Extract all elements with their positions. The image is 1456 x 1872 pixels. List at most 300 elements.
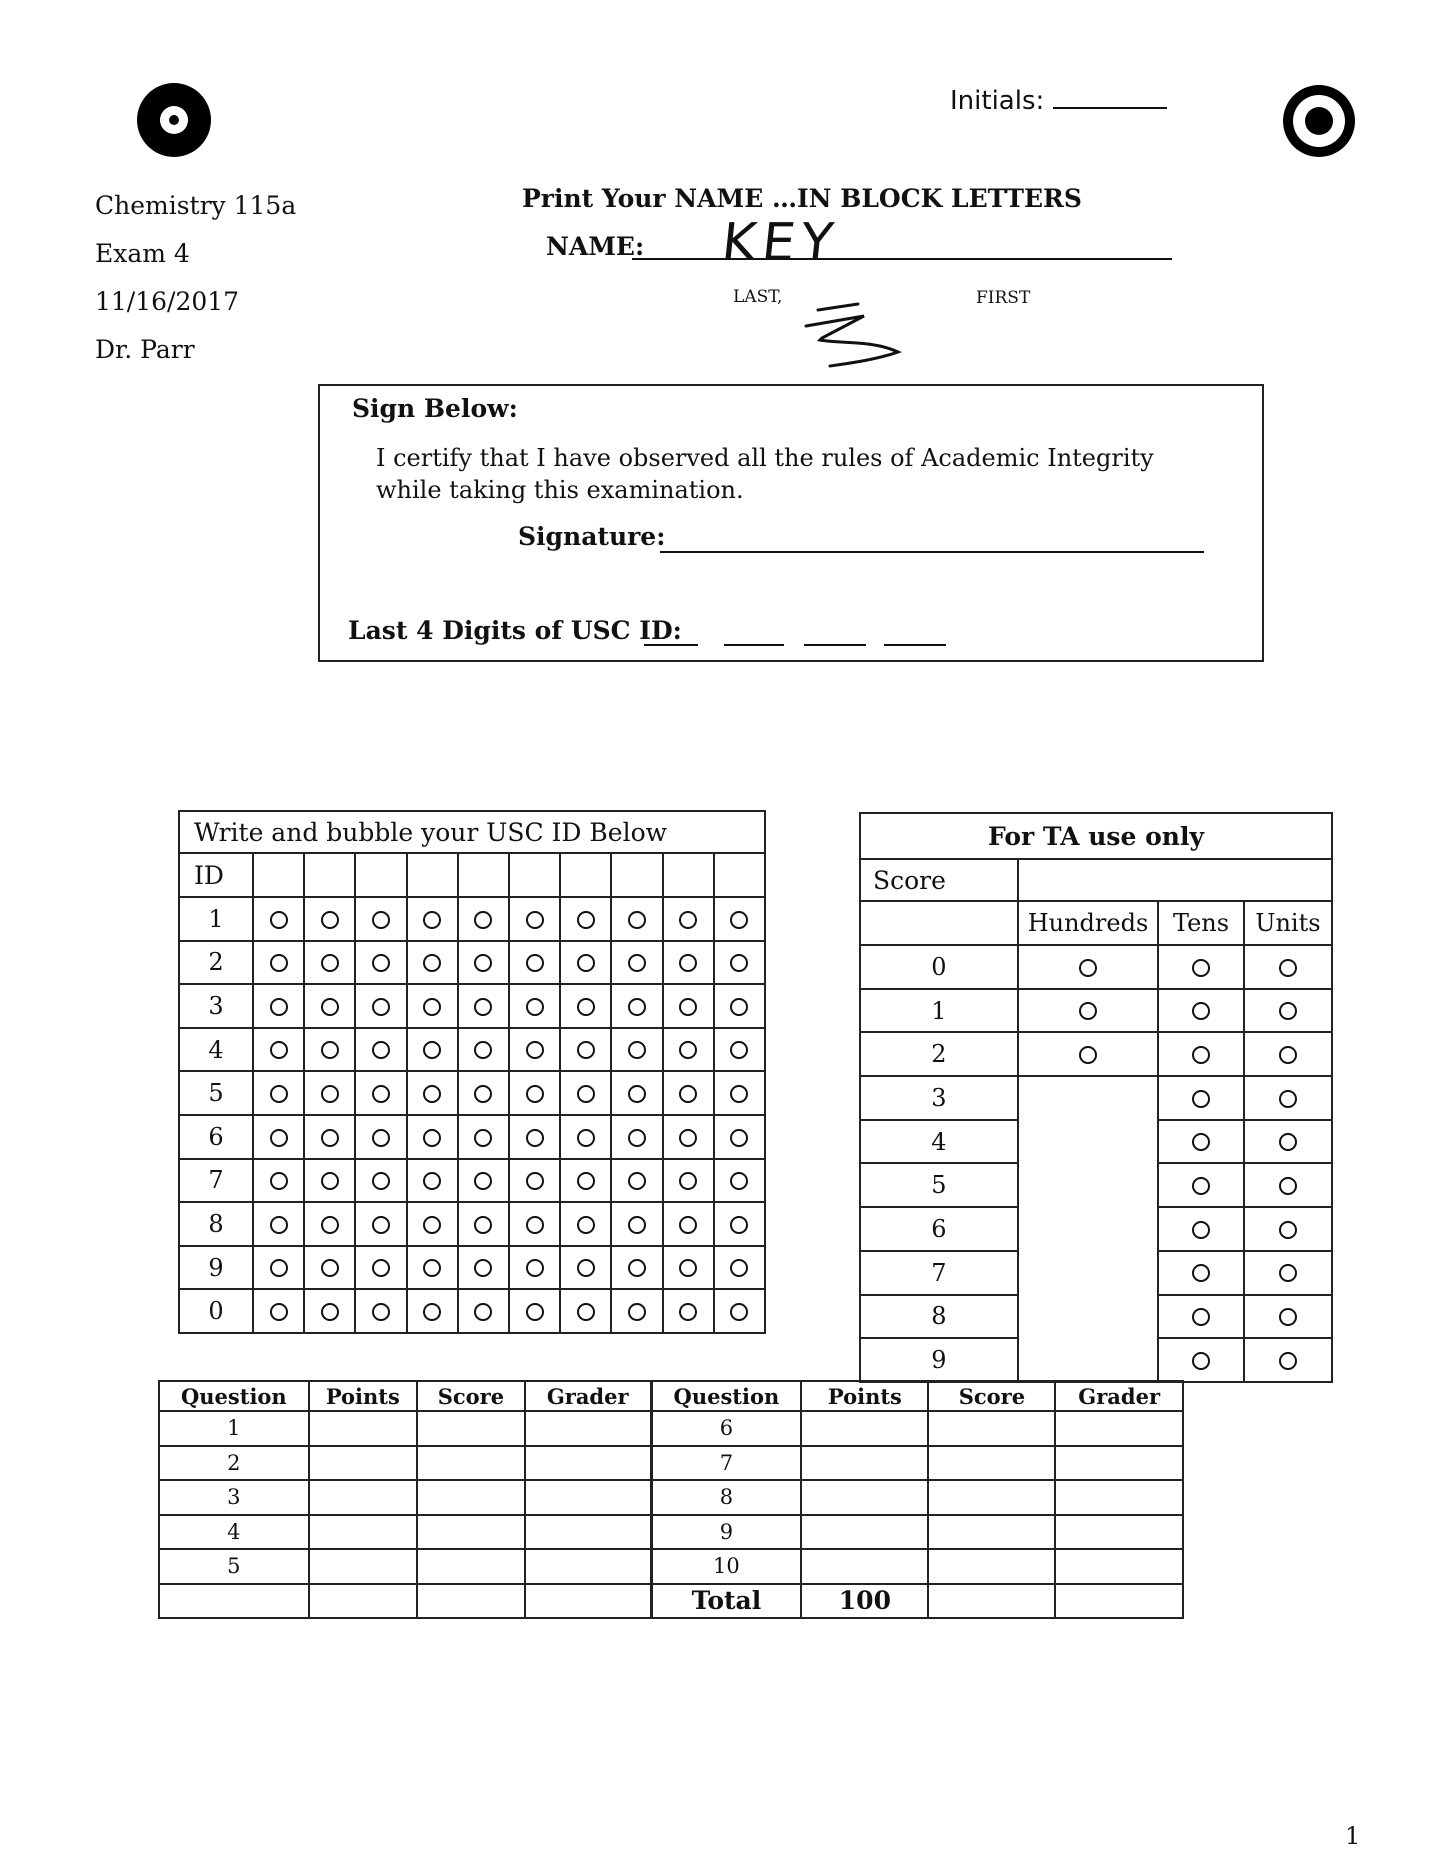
initials-label: Initials: [950, 86, 1045, 116]
ta-hundreds-empty [1018, 1076, 1158, 1382]
id-bubble[interactable] [628, 1129, 646, 1147]
id-bubble[interactable] [526, 998, 544, 1016]
id-bubble-cell [355, 1159, 406, 1203]
ta-digit-label: 7 [860, 1251, 1018, 1295]
usc-id-bubble-grid [178, 810, 766, 1334]
ta-hundreds-bubble[interactable] [1079, 959, 1097, 977]
id-write-box-7[interactable] [560, 853, 611, 897]
id-bubble[interactable] [372, 1216, 390, 1234]
id-bubble[interactable] [372, 998, 390, 1016]
id-bubble-cell [663, 1159, 714, 1203]
id-bubble-cell [560, 1115, 611, 1159]
id-bubble[interactable] [474, 1085, 492, 1103]
id-bubble[interactable] [321, 998, 339, 1016]
question-entry-cell[interactable] [928, 1480, 1055, 1515]
id-bubble[interactable] [679, 1041, 697, 1059]
id-write-box-1[interactable] [253, 853, 304, 897]
id-bubble[interactable] [474, 1303, 492, 1321]
ta-units-bubble[interactable] [1279, 1352, 1297, 1370]
id-bubble[interactable] [423, 998, 441, 1016]
id-bubble[interactable] [270, 1172, 288, 1190]
total-score-cell[interactable] [928, 1584, 1055, 1618]
id-bubble[interactable] [730, 1041, 748, 1059]
id-bubble[interactable] [321, 1216, 339, 1234]
blank-cell [417, 1584, 525, 1618]
id-bubble-cell [611, 1246, 662, 1290]
question-entry-cell[interactable] [525, 1411, 651, 1446]
id-bubble[interactable] [270, 1085, 288, 1103]
last-label: LAST, [733, 287, 783, 307]
id-write-box-10[interactable] [714, 853, 765, 897]
id-bubble[interactable] [628, 1216, 646, 1234]
id-bubble[interactable] [372, 1085, 390, 1103]
id-bubble[interactable] [423, 1303, 441, 1321]
id-grid-row [179, 984, 765, 1028]
ta-units-bubble[interactable] [1279, 959, 1297, 977]
id-bubble[interactable] [577, 1216, 595, 1234]
question-entry-cell[interactable] [801, 1446, 928, 1481]
id-write-box-8[interactable] [611, 853, 662, 897]
id-bubble-cell [407, 1028, 458, 1072]
question-table-header: Grader [1055, 1381, 1183, 1411]
id-bubble[interactable] [730, 1129, 748, 1147]
id-digit-label: 0 [179, 1289, 253, 1333]
question-table-header: Points [801, 1381, 928, 1411]
question-entry-cell[interactable] [801, 1480, 928, 1515]
id-bubble-cell [560, 1289, 611, 1333]
id-write-box-2[interactable] [304, 853, 355, 897]
id-write-box-6[interactable] [509, 853, 560, 897]
first-label: FIRST [976, 288, 1031, 308]
id-bubble[interactable] [423, 1085, 441, 1103]
id-bubble[interactable] [628, 1259, 646, 1277]
id-bubble[interactable] [628, 1303, 646, 1321]
id-bubble[interactable] [526, 1303, 544, 1321]
id-bubble[interactable] [679, 1172, 697, 1190]
id-bubble[interactable] [577, 911, 595, 929]
id-bubble[interactable] [628, 911, 646, 929]
question-entry-cell[interactable] [1055, 1411, 1183, 1446]
id-bubble[interactable] [730, 1172, 748, 1190]
total-row [159, 1584, 1183, 1618]
id-bubble[interactable] [270, 911, 288, 929]
id-bubble[interactable] [321, 1129, 339, 1147]
id-digit-label: 6 [179, 1115, 253, 1159]
question-entry-cell[interactable] [928, 1549, 1055, 1584]
ta-tens-bubble[interactable] [1192, 1002, 1210, 1020]
id-bubble[interactable] [372, 911, 390, 929]
id-bubble[interactable] [730, 1216, 748, 1234]
ta-digit-label: 0 [860, 945, 1018, 989]
id-bubble[interactable] [577, 1085, 595, 1103]
id-bubble-cell [509, 941, 560, 985]
id-bubble-cell [611, 1115, 662, 1159]
certification-text [376, 442, 1154, 506]
registration-marker-left [137, 83, 211, 157]
question-table-header: Points [309, 1381, 417, 1411]
ta-tens-bubble[interactable] [1192, 1133, 1210, 1151]
question-entry-cell[interactable] [417, 1446, 525, 1481]
id-bubble-cell [253, 984, 304, 1028]
question-entry-cell[interactable] [309, 1480, 417, 1515]
ta-digit-row [860, 945, 1332, 989]
id-bubble-cell [663, 1071, 714, 1115]
id-bubble[interactable] [270, 1041, 288, 1059]
signature-line[interactable] [660, 551, 1204, 553]
ta-units-bubble[interactable] [1279, 1264, 1297, 1282]
id-bubble[interactable] [679, 1303, 697, 1321]
ta-tens-bubble[interactable] [1192, 959, 1210, 977]
id-bubble-cell [407, 1246, 458, 1290]
id-grid-row [179, 1246, 765, 1290]
id-bubble[interactable] [270, 1259, 288, 1277]
question-number: 7 [651, 1446, 801, 1481]
id-bubble-cell [253, 1159, 304, 1203]
id-bubble-cell [714, 1071, 765, 1115]
id-bubble[interactable] [423, 1216, 441, 1234]
id-bubble-cell [407, 1202, 458, 1246]
id-bubble[interactable] [730, 1303, 748, 1321]
ta-tens-bubble[interactable] [1192, 1221, 1210, 1239]
id-bubble[interactable] [423, 954, 441, 972]
id-bubble[interactable] [577, 1041, 595, 1059]
id-bubble[interactable] [270, 998, 288, 1016]
id-bubble[interactable] [474, 1216, 492, 1234]
ta-tens-bubble[interactable] [1192, 1177, 1210, 1195]
id-digit-line-4[interactable] [884, 644, 946, 646]
id-bubble[interactable] [321, 1085, 339, 1103]
question-table-header: Question [159, 1381, 309, 1411]
ta-units-bubble-cell [1244, 1032, 1332, 1076]
id-bubble[interactable] [526, 1041, 544, 1059]
id-bubble[interactable] [372, 1172, 390, 1190]
id-bubble-cell [458, 984, 509, 1028]
id-bubble-cell [663, 984, 714, 1028]
id-bubble-cell [714, 1246, 765, 1290]
id-bubble[interactable] [679, 1085, 697, 1103]
ta-units-bubble[interactable] [1279, 1308, 1297, 1326]
id-bubble-cell [509, 1289, 560, 1333]
ta-score-value[interactable] [1018, 859, 1332, 901]
id-bubble-cell [355, 1028, 406, 1072]
id-bubble[interactable] [679, 1129, 697, 1147]
id-bubble[interactable] [423, 1172, 441, 1190]
ta-tens-bubble-cell [1158, 1251, 1244, 1295]
blank-cell [159, 1584, 309, 1618]
question-number: 10 [651, 1549, 801, 1584]
question-entry-cell[interactable] [525, 1549, 651, 1584]
initials-field[interactable] [950, 86, 1167, 116]
id-bubble[interactable] [628, 998, 646, 1016]
id-bubble-cell [560, 984, 611, 1028]
id-bubble[interactable] [628, 954, 646, 972]
question-number: 4 [159, 1515, 309, 1550]
id-bubble[interactable] [730, 954, 748, 972]
id-bubble-cell [407, 1289, 458, 1333]
id-bubble[interactable] [321, 1259, 339, 1277]
id-bubble-cell [355, 984, 406, 1028]
id-bubble[interactable] [526, 954, 544, 972]
question-entry-cell[interactable] [801, 1411, 928, 1446]
id-bubble-cell [714, 984, 765, 1028]
ta-tens-bubble-cell [1158, 1163, 1244, 1207]
id-bubble[interactable] [423, 1129, 441, 1147]
id-bubble[interactable] [730, 1259, 748, 1277]
id-bubble[interactable] [577, 1259, 595, 1277]
question-entry-cell[interactable] [309, 1446, 417, 1481]
id-write-box-3[interactable] [355, 853, 406, 897]
id-bubble[interactable] [474, 1259, 492, 1277]
id-bubble-cell [458, 1202, 509, 1246]
id-bubble[interactable] [628, 1172, 646, 1190]
id-bubble[interactable] [270, 1129, 288, 1147]
id-bubble[interactable] [270, 1216, 288, 1234]
id-bubble-cell [458, 1159, 509, 1203]
id-bubble[interactable] [423, 1259, 441, 1277]
ta-units-bubble[interactable] [1279, 1002, 1297, 1020]
id-bubble-cell [407, 1071, 458, 1115]
id-bubble[interactable] [372, 1129, 390, 1147]
ta-tens-bubble-cell [1158, 1032, 1244, 1076]
ta-units-bubble-cell [1244, 989, 1332, 1033]
ta-units-bubble[interactable] [1279, 1133, 1297, 1151]
id-bubble-cell [458, 941, 509, 985]
id-bubble-cell [253, 1202, 304, 1246]
id-write-box-5[interactable] [458, 853, 509, 897]
id-digit-line-2[interactable] [724, 644, 784, 646]
id-bubble[interactable] [474, 998, 492, 1016]
id-bubble[interactable] [423, 911, 441, 929]
exam-number: Exam 4 [95, 239, 190, 268]
ta-tens-bubble[interactable] [1192, 1090, 1210, 1108]
ta-tens-bubble[interactable] [1192, 1308, 1210, 1326]
id-bubble[interactable] [730, 998, 748, 1016]
id-write-box-9[interactable] [663, 853, 714, 897]
total-points: 100 [801, 1584, 928, 1618]
ta-units-bubble[interactable] [1279, 1177, 1297, 1195]
ta-digit-header-blank [860, 901, 1018, 945]
blank-cell [309, 1584, 417, 1618]
id-bubble[interactable] [474, 1172, 492, 1190]
question-entry-cell[interactable] [1055, 1446, 1183, 1481]
ta-digit-label: 1 [860, 989, 1018, 1033]
id-bubble-cell [304, 1289, 355, 1333]
ta-hundreds-bubble[interactable] [1079, 1046, 1097, 1064]
id-bubble-cell [611, 1289, 662, 1333]
id-bubble[interactable] [423, 1041, 441, 1059]
question-row [159, 1446, 1183, 1481]
id-bubble[interactable] [679, 954, 697, 972]
id-grid-row [179, 1115, 765, 1159]
id-bubble-cell [458, 1246, 509, 1290]
ta-digit-label: 8 [860, 1295, 1018, 1339]
id-bubble[interactable] [321, 1041, 339, 1059]
id-grid-row [179, 1159, 765, 1203]
id-bubble-cell [663, 1289, 714, 1333]
id-bubble-cell [509, 1246, 560, 1290]
name-label: NAME: [546, 232, 645, 261]
ta-units-bubble[interactable] [1279, 1090, 1297, 1108]
ta-tens-bubble[interactable] [1192, 1352, 1210, 1370]
question-entry-cell[interactable] [417, 1480, 525, 1515]
id-bubble[interactable] [526, 1085, 544, 1103]
id-digit-line-3[interactable] [804, 644, 866, 646]
question-entry-cell[interactable] [525, 1446, 651, 1481]
ta-score-label: Score [860, 859, 1018, 901]
id-bubble[interactable] [474, 1041, 492, 1059]
id-digit-label: 4 [179, 1028, 253, 1072]
initials-line[interactable] [1053, 107, 1167, 109]
ta-units-bubble[interactable] [1279, 1221, 1297, 1239]
question-entry-cell[interactable] [801, 1549, 928, 1584]
id-bubble-cell [611, 941, 662, 985]
question-entry-cell[interactable] [928, 1446, 1055, 1481]
ta-tens-bubble[interactable] [1192, 1046, 1210, 1064]
id-bubble[interactable] [372, 1259, 390, 1277]
id-bubble-cell [304, 1028, 355, 1072]
id-bubble[interactable] [577, 1303, 595, 1321]
id-write-box-4[interactable] [407, 853, 458, 897]
id-bubble[interactable] [628, 1041, 646, 1059]
id-bubble-cell [560, 1202, 611, 1246]
question-entry-cell[interactable] [417, 1549, 525, 1584]
id-bubble[interactable] [474, 1129, 492, 1147]
id-bubble-cell [509, 1159, 560, 1203]
id-bubble-cell [509, 897, 560, 941]
id-bubble-cell [355, 1289, 406, 1333]
question-entry-cell[interactable] [525, 1480, 651, 1515]
id-grid-row [179, 1289, 765, 1333]
question-table-header: Grader [525, 1381, 651, 1411]
name-line[interactable] [632, 258, 1172, 260]
question-entry-cell[interactable] [1055, 1549, 1183, 1584]
id-bubble-cell [458, 1289, 509, 1333]
id-bubble[interactable] [526, 1172, 544, 1190]
id-bubble[interactable] [372, 1303, 390, 1321]
id-bubble-cell [611, 897, 662, 941]
academic-integrity-box [318, 384, 1264, 662]
id-bubble-cell [663, 897, 714, 941]
id-bubble-cell [611, 984, 662, 1028]
question-number: 3 [159, 1480, 309, 1515]
ta-tens-bubble[interactable] [1192, 1264, 1210, 1282]
id-bubble[interactable] [321, 911, 339, 929]
id-bubble[interactable] [679, 911, 697, 929]
id-column-label: ID [179, 853, 253, 897]
signature-label: Signature: [518, 522, 666, 551]
question-entry-cell[interactable] [309, 1549, 417, 1584]
id-bubble[interactable] [577, 998, 595, 1016]
id-bubble-cell [560, 1071, 611, 1115]
id-bubble[interactable] [730, 911, 748, 929]
id-digit-label: 1 [179, 897, 253, 941]
id-bubble[interactable] [679, 1259, 697, 1277]
id-bubble-cell [611, 1028, 662, 1072]
question-entry-cell[interactable] [309, 1411, 417, 1446]
id-bubble-cell [253, 1289, 304, 1333]
question-entry-cell[interactable] [928, 1515, 1055, 1550]
id-bubble[interactable] [577, 1129, 595, 1147]
question-number: 1 [159, 1411, 309, 1446]
id-bubble[interactable] [679, 998, 697, 1016]
id-digit-line-1[interactable] [644, 644, 698, 646]
id-bubble-cell [304, 984, 355, 1028]
ta-hundreds-bubble[interactable] [1079, 1002, 1097, 1020]
id-bubble[interactable] [577, 954, 595, 972]
id-bubble-cell [663, 1246, 714, 1290]
question-entry-cell[interactable] [309, 1515, 417, 1550]
id-bubble[interactable] [270, 1303, 288, 1321]
id-bubble[interactable] [474, 911, 492, 929]
id-bubble-cell [355, 1115, 406, 1159]
ta-digit-label: 6 [860, 1207, 1018, 1251]
id-bubble-cell [458, 1115, 509, 1159]
id-bubble[interactable] [321, 1303, 339, 1321]
id-bubble[interactable] [679, 1216, 697, 1234]
id-bubble[interactable] [730, 1085, 748, 1103]
blank-cell [525, 1584, 651, 1618]
ta-units-bubble-cell [1244, 1251, 1332, 1295]
id-bubble[interactable] [526, 1259, 544, 1277]
ta-units-bubble-cell [1244, 1163, 1332, 1207]
question-table-header: Question [651, 1381, 801, 1411]
id-bubble-cell [304, 1202, 355, 1246]
ta-hundreds-bubble-cell [1018, 945, 1158, 989]
ta-digit-label: 4 [860, 1120, 1018, 1164]
id-bubble[interactable] [270, 954, 288, 972]
id-bubble[interactable] [628, 1085, 646, 1103]
question-entry-cell[interactable] [525, 1515, 651, 1550]
id-digit-label: 8 [179, 1202, 253, 1246]
question-entry-cell[interactable] [928, 1411, 1055, 1446]
ta-digit-label: 5 [860, 1163, 1018, 1207]
id-bubble[interactable] [526, 911, 544, 929]
question-entry-cell[interactable] [1055, 1480, 1183, 1515]
id-bubble-cell [663, 941, 714, 985]
question-entry-cell[interactable] [1055, 1515, 1183, 1550]
id-bubble[interactable] [372, 954, 390, 972]
id-bubble[interactable] [372, 1041, 390, 1059]
id-bubble[interactable] [321, 1172, 339, 1190]
id-bubble[interactable] [321, 954, 339, 972]
id-bubble-cell [663, 1028, 714, 1072]
id-bubble-cell [253, 1246, 304, 1290]
question-entry-cell[interactable] [417, 1411, 525, 1446]
question-entry-cell[interactable] [417, 1515, 525, 1550]
id-bubble[interactable] [526, 1216, 544, 1234]
ta-hundreds-bubble-cell [1018, 989, 1158, 1033]
ta-units-bubble[interactable] [1279, 1046, 1297, 1064]
course-name: Chemistry 115a [95, 191, 297, 220]
id-bubble-cell [253, 1071, 304, 1115]
id-bubble-cell [304, 941, 355, 985]
ta-col-hundreds: Hundreds [1018, 901, 1158, 945]
id-bubble-cell [458, 897, 509, 941]
ta-units-bubble-cell [1244, 1207, 1332, 1251]
course-info [95, 182, 296, 374]
ta-digit-row [860, 989, 1332, 1033]
question-row [159, 1549, 1183, 1584]
id-bubble-cell [714, 1289, 765, 1333]
id-bubble[interactable] [474, 954, 492, 972]
id-bubble[interactable] [526, 1129, 544, 1147]
question-entry-cell[interactable] [801, 1515, 928, 1550]
ta-units-bubble-cell [1244, 1338, 1332, 1382]
id-bubble[interactable] [577, 1172, 595, 1190]
ta-tens-bubble-cell [1158, 1076, 1244, 1120]
total-grader-cell[interactable] [1055, 1584, 1183, 1618]
handwritten-name: KEY [718, 213, 842, 273]
